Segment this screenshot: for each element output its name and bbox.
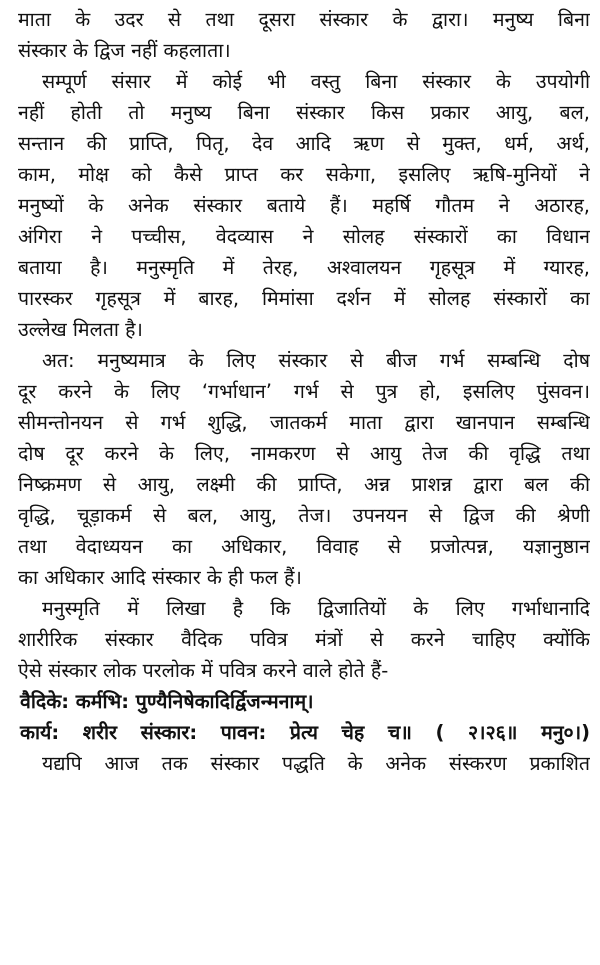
text-line: सन्तान की प्राप्ति, पितृ, देव आदि ऋण से मुक्त, धर्म, अर्थ,: [18, 132, 590, 155]
text-line: बताया है। मनुस्मृति में तेरह, अश्वालयन गृहसूत्र में ग्यारह,: [18, 256, 590, 279]
text-line: शारीरिक संस्कार वैदिक पवित्र मंत्रों से करने चाहिए क्योंकि: [18, 628, 590, 651]
text-line: यद्यपि आज तक संस्कार पद्धति के अनेक संस्करण प्रकाशित: [42, 752, 590, 775]
text-line: पारस्कर गृहसूत्र में बारह, मिमांसा दर्शन में सोलह संस्कारों का: [18, 287, 590, 310]
verse-line: वैदिके: कर्मभि: पुण्यैनिषेकादिर्द्विजन्मनाम्।: [20, 690, 314, 713]
paragraph-1: [18, 4, 590, 66]
verse-line: कार्य: शरीर संस्कार: पावन: प्रेत्य चेह च॥ ( २।२६॥ मनु०।): [20, 721, 590, 744]
text-line: दूर करने के लिए ‘गर्भाधान’ गर्भ से पुत्र हो, इसलिए पुंसवन।: [18, 380, 590, 403]
text-line: निष्क्रमण से आयु, लक्ष्मी की प्राप्ति, अन्न प्राशन्न द्वारा बल की: [18, 473, 590, 496]
paragraph-5: [18, 748, 590, 779]
text-line: नहीं होती तो मनुष्य बिना संस्कार किस प्रकार आयु, बल,: [18, 101, 590, 124]
text-line: का अधिकार आदि संस्कार के ही फल हैं।: [18, 566, 302, 589]
text-line: माता के उदर से तथा दूसरा संस्कार के द्वारा। मनुष्य बिना: [18, 8, 590, 31]
text-line: दोष दूर करने के लिए, नामकरण से आयु तेज की वृद्धि तथा: [18, 442, 590, 465]
sanskrit-verse: [18, 686, 590, 748]
text-line: अंगिरा ने पच्चीस, वेदव्यास ने सोलह संस्कारों का विधान: [18, 225, 590, 248]
text-line: सम्पूर्ण संसार में कोई भी वस्तु बिना संस्कार के उपयोगी: [42, 70, 590, 93]
paragraph-3: [18, 345, 590, 593]
text-line: वृद्धि, चूड़ाकर्म से बल, आयु, तेज। उपनयन से द्विज की श्रेणी: [18, 504, 590, 527]
text-line: ऐसे संस्कार लोक परलोक में पवित्र करने वाले होते हैं-: [18, 659, 389, 682]
text-line: सीमन्तोनयन से गर्भ शुद्धि, जातकर्म माता द्वारा खानपान सम्बन्धि: [18, 411, 590, 434]
paragraph-2: [18, 66, 590, 345]
text-line: मनुष्यों के अनेक संस्कार बताये हैं। महर्षि गौतम ने अठारह,: [18, 194, 590, 217]
text-line: मनुस्मृति में लिखा है कि द्विजातियों के लिए गर्भाधानादि: [42, 597, 590, 620]
text-line: काम, मोक्ष को कैसे प्राप्त कर सकेगा, इसलिए ऋषि-मुनियों ने: [18, 163, 590, 186]
text-line: संस्कार के द्विज नहीं कहलाता।: [18, 39, 231, 62]
text-line: उल्लेख मिलता है।: [18, 318, 143, 341]
text-line: अत: मनुष्यमात्र के लिए संस्कार से बीज गर्भ सम्बन्धि दोष: [42, 349, 590, 372]
text-line: तथा वेदाध्ययन का अधिकार, विवाह से प्रजोत्पन्न, यज्ञानुष्ठान: [18, 535, 590, 558]
paragraph-4: [18, 593, 590, 686]
